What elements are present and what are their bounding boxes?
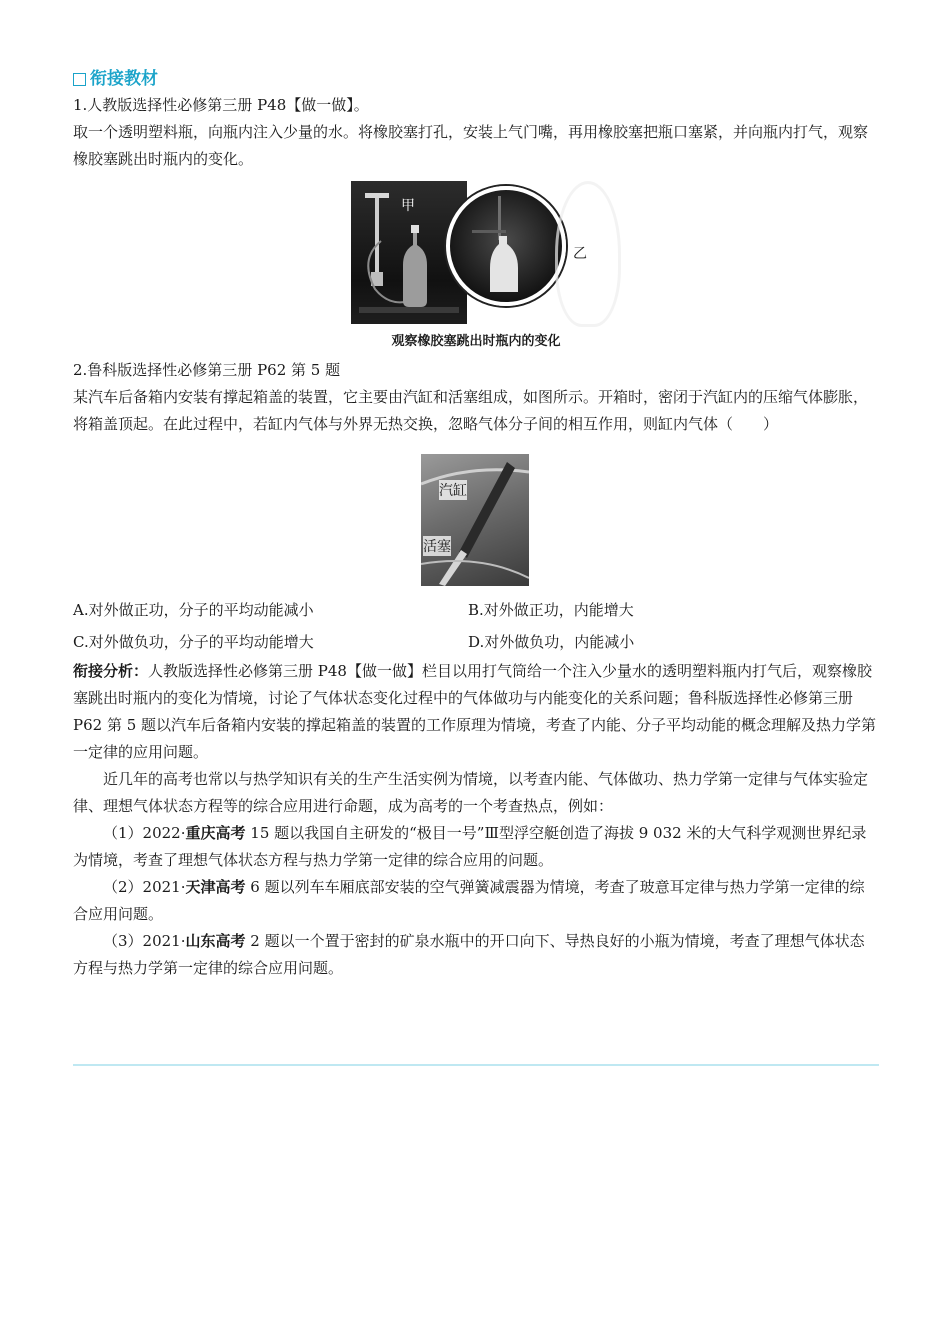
example-3: （3）2021·山东高考 2 题以一个置于密封的矿泉水瓶中的开口向下、导热良好的小瓶为情境，考查了理想气体状态方程与热力学第一定律的综合应用问题。 (73, 932, 865, 977)
option-b[interactable]: B.对外做正功，内能增大 (468, 601, 634, 619)
trunk-strut-photo (421, 454, 529, 586)
item1-heading: 1.人教版选择性必修第三册 P48【做一做】。 (73, 96, 369, 114)
strut-icon (421, 454, 529, 586)
analysis-paragraph (73, 658, 879, 766)
figure1-caption: 观察橡胶塞跳出时瓶内的变化 (391, 334, 561, 349)
analysis-text: 人教版选择性必修第三册 P48【做一做】栏目以用打气筒给一个注入少量水的透明塑料瓶内打气后，观察橡胶塞跳出时瓶内的变化为情境，讨论了气体状态变化过程中的气体做功与内能变化的关系问题；鲁科版选择性必修第三册 P62 第 5 题以汽车后备箱内安装的撑起箱盖的装置的工作原理为情境，考查了内能、分子平均动能的概念理解及热力学第一定律的应用问题。 (73, 662, 877, 761)
bottle-closeup-icon (450, 190, 562, 302)
figure-label-cylinder: 汽缸 (439, 480, 467, 500)
trunk-strut-figure (73, 454, 879, 592)
example-2-source: 天津高考 (185, 878, 246, 896)
bottle-closeup-photo (446, 186, 566, 306)
example-1-source: 重庆高考 (185, 824, 246, 842)
bottle-experiment-figure (73, 181, 879, 331)
item2-heading: 2.鲁科版选择性必修第三册 P62 第 5 题 (73, 361, 341, 379)
figure-label-jia: 甲 (401, 198, 415, 214)
document-page (73, 66, 879, 982)
checkbox-square-icon (73, 73, 86, 86)
section-divider (73, 1064, 879, 1066)
figure-label-piston: 活塞 (423, 536, 451, 556)
item2-body: 某汽车后备箱内安装有撑起箱盖的装置，它主要由汽缸和活塞组成，如图所示。开箱时，密闭于汽缸内的压缩气体膨胀，将箱盖顶起。在此过程中，若缸内气体与外界无热交换，忽略气体分子间的相互作用，则缸内气体（ ） (73, 388, 869, 433)
intro-paragraph: 近几年的高考也常以与热学知识有关的生产生活实例为情境，以考查内能、气体做功、热力学第一定律与气体实验定律、理想气体状态方程等的综合应用进行命题，成为高考的一个考查热点，例如： (73, 770, 869, 815)
item1-body: 取一个透明塑料瓶，向瓶内注入少量的水。将橡胶塞打孔，安装上气门嘴，再用橡胶塞把瓶口塞紧，并向瓶内打气，观察橡胶塞跳出时瓶内的变化。 (73, 123, 869, 168)
analysis-label: 衔接分析： (73, 662, 149, 680)
section-title-text: 衔接教材 (90, 69, 158, 89)
section-title (73, 66, 879, 92)
figure-label-yi: 乙 (573, 246, 587, 262)
example-2: （2）2021·天津高考 6 题以列车车厢底部安装的空气弹簧减震器为情境，考查了玻意耳定律与热力学第一定律的综合应用问题。 (73, 878, 865, 923)
example-1: （1）2022·重庆高考 15 题以我国自主研发的“极目一号”Ⅲ型浮空艇创造了海拔 9 032 米的大气科学观测世界纪录为情境，考查了理想气体状态方程与热力学第一定律的综合应用的问题。 (73, 824, 867, 869)
answer-options (73, 594, 879, 658)
option-c[interactable]: C.对外做负功，分子的平均动能增大 (73, 633, 314, 651)
option-a[interactable]: A.对外做正功，分子的平均动能减小 (73, 601, 314, 619)
example-3-source: 山东高考 (185, 932, 246, 950)
watermark-logo (555, 181, 621, 327)
option-d[interactable]: D.对外做负功，内能减小 (468, 633, 635, 651)
